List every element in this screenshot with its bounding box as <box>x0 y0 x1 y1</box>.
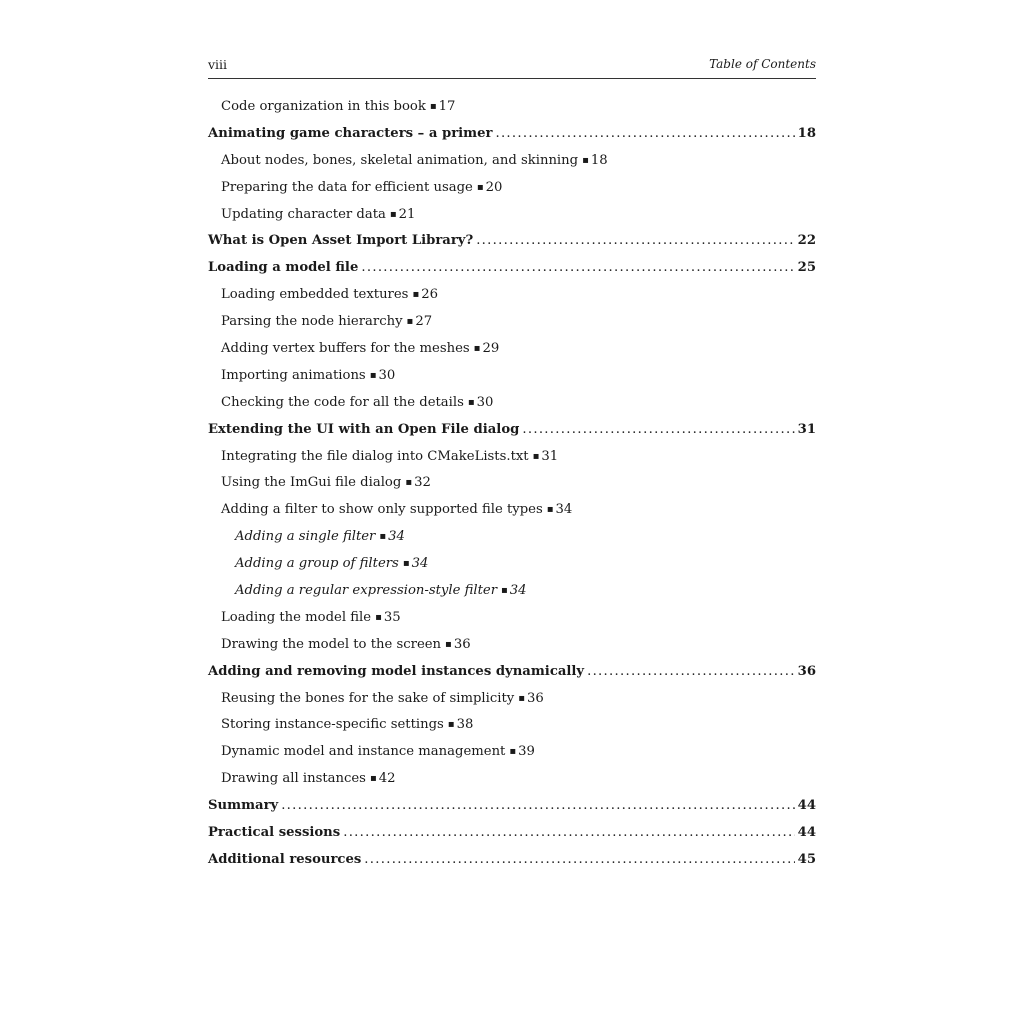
toc-entry-page: 34 <box>509 583 527 599</box>
toc-section-entry[interactable] <box>208 712 816 739</box>
toc-section-entry[interactable] <box>208 390 816 417</box>
toc-entry-title: What is Open Asset Import Library? <box>208 233 474 249</box>
toc-entry-title: Practical sessions <box>208 825 341 841</box>
toc-section-entry[interactable] <box>208 363 816 390</box>
toc-entry-page: 18 <box>797 125 816 141</box>
toc-entry-title: Integrating the file dialog into CMakeLists.txt <box>221 448 529 464</box>
toc-entry-page: 44 <box>797 798 816 814</box>
dot-leader <box>476 228 794 255</box>
toc-chapter-entry[interactable] <box>208 417 816 444</box>
toc-entry-page: 25 <box>797 260 816 276</box>
toc-section-entry[interactable] <box>208 497 816 524</box>
toc-entry-title: Additional resources <box>208 851 362 867</box>
toc-entry-page: 29 <box>482 341 500 357</box>
toc-entry-title: Importing animations <box>221 367 366 383</box>
toc-section-entry[interactable] <box>208 282 816 309</box>
toc-section-entry[interactable] <box>208 444 816 471</box>
bullet-separator: ▪ <box>369 369 377 381</box>
bullet-separator: ▪ <box>406 316 414 328</box>
toc-entry-title: Adding and removing model instances dynamically <box>208 663 585 679</box>
toc-entry-page: 21 <box>398 206 416 222</box>
bullet-separator: ▪ <box>532 450 540 462</box>
toc-section-entry[interactable] <box>208 148 816 175</box>
toc-entry-page: 18 <box>590 152 608 168</box>
bullet-separator: ▪ <box>379 531 387 543</box>
toc-chapter-entry[interactable] <box>208 659 816 686</box>
toc-entry-title: Extending the UI with an Open File dialog <box>208 421 520 437</box>
toc-section-entry[interactable] <box>208 202 816 229</box>
toc-section-entry[interactable] <box>208 605 816 632</box>
toc-chapter-entry[interactable] <box>208 847 816 874</box>
toc-entry-title: Code organization in this book <box>221 99 426 114</box>
toc-chapter-entry[interactable] <box>208 820 816 847</box>
toc-entry-page: 31 <box>541 448 559 464</box>
bullet-separator: ▪ <box>447 719 455 731</box>
toc-entry-title: Checking the code for all the details <box>221 394 464 410</box>
toc-section-entry[interactable] <box>208 470 816 497</box>
bullet-separator: ▪ <box>473 343 481 355</box>
bullet-separator: ▪ <box>582 154 589 166</box>
toc-chapter-entry[interactable] <box>208 793 816 820</box>
toc-entry-title: Adding a filter to show only supported file types <box>221 502 543 518</box>
bullet-separator: ▪ <box>429 101 437 112</box>
toc-entry-title: Storing instance-specific settings <box>221 717 444 733</box>
toc-entry-title: Preparing the data for efficient usage <box>221 179 473 195</box>
toc-entry-page: 22 <box>797 233 816 249</box>
toc-entry-title: Reusing the bones for the sake of simplicity <box>221 690 515 706</box>
toc-entry-page: 31 <box>797 421 816 437</box>
toc-entry-title: Summary <box>208 798 279 814</box>
bullet-separator: ▪ <box>402 558 410 570</box>
toc-entry-page: 26 <box>421 287 438 303</box>
table-of-contents <box>208 94 816 874</box>
toc-entry-page: 17 <box>438 99 456 114</box>
bullet-separator: ▪ <box>476 181 484 193</box>
toc-entry-page: 35 <box>383 609 401 625</box>
page-header <box>208 55 816 79</box>
toc-entry-title: Adding vertex buffers for the meshes <box>221 341 470 357</box>
toc-entry-title: Drawing all instances <box>221 771 366 787</box>
toc-entry-title: Dynamic model and instance management <box>221 744 506 760</box>
toc-section-entry[interactable] <box>208 524 816 551</box>
toc-chapter-entry[interactable] <box>208 255 816 282</box>
toc-entry-page: 38 <box>456 717 474 733</box>
toc-entry-page: 27 <box>415 314 433 330</box>
toc-entry-title: Loading embedded textures <box>221 287 409 303</box>
toc-section-entry[interactable] <box>208 686 816 713</box>
toc-section-entry[interactable] <box>208 336 816 363</box>
bullet-separator: ▪ <box>467 396 475 408</box>
dot-leader <box>343 820 794 847</box>
dot-leader <box>364 847 794 874</box>
toc-entry-title: Loading the model file <box>221 609 372 625</box>
dot-leader <box>281 793 794 820</box>
running-title: Table of Contents <box>709 57 816 71</box>
toc-entry-page: 34 <box>555 502 573 518</box>
toc-chapter-entry[interactable] <box>208 228 816 255</box>
toc-entry-page: 45 <box>797 851 816 867</box>
toc-entry-page: 30 <box>476 394 494 410</box>
toc-entry-page: 30 <box>378 367 396 383</box>
toc-section-entry[interactable] <box>208 632 816 659</box>
toc-entry-title: Updating character data <box>221 206 386 222</box>
toc-entry-page: 20 <box>485 179 503 195</box>
bullet-separator: ▪ <box>501 585 508 597</box>
toc-section-entry[interactable] <box>208 309 816 336</box>
toc-chapter-entry[interactable] <box>208 121 816 148</box>
bullet-separator: ▪ <box>375 611 382 623</box>
toc-entry-title: Using the ImGui file dialog <box>221 475 402 491</box>
page-number: viii <box>208 57 228 72</box>
toc-entry-page: 36 <box>453 636 471 652</box>
toc-section-entry[interactable] <box>208 578 816 605</box>
toc-entry-title: Parsing the node hierarchy <box>221 314 403 330</box>
toc-entry-title: About nodes, bones, skeletal animation, and skinning <box>221 152 579 168</box>
toc-entry-page: 44 <box>797 825 816 841</box>
dot-leader <box>522 417 794 444</box>
toc-entry-page: 32 <box>414 475 431 491</box>
toc-entry-page: 39 <box>518 744 535 760</box>
bullet-separator: ▪ <box>369 773 377 785</box>
bullet-separator: ▪ <box>405 477 413 489</box>
toc-entry-title: Adding a regular expression-style filter <box>235 583 498 599</box>
toc-entry-title: Animating game characters – a primer <box>208 125 493 141</box>
toc-entry-page: 34 <box>411 556 429 572</box>
bullet-separator: ▪ <box>546 504 554 516</box>
toc-section-entry[interactable] <box>208 175 816 202</box>
toc-entry-page: 42 <box>378 771 396 787</box>
toc-section-entry[interactable] <box>208 551 816 578</box>
dot-leader <box>495 121 794 148</box>
bullet-separator: ▪ <box>518 692 526 704</box>
toc-entry-title: Adding a single filter <box>235 529 376 545</box>
bullet-separator: ▪ <box>445 638 452 650</box>
toc-section-entry[interactable] <box>208 739 816 766</box>
bullet-separator: ▪ <box>389 208 397 220</box>
toc-entry-title: Drawing the model to the screen <box>221 636 442 652</box>
dot-leader <box>587 659 795 686</box>
toc-section-entry[interactable] <box>208 766 816 793</box>
toc-entry-page: 36 <box>527 690 544 706</box>
bullet-separator: ▪ <box>412 289 420 301</box>
dot-leader <box>361 255 794 282</box>
toc-section-entry[interactable] <box>208 94 816 121</box>
toc-entry-page: 36 <box>797 663 816 679</box>
toc-entry-page: 34 <box>388 529 405 545</box>
bullet-separator: ▪ <box>509 746 517 758</box>
toc-entry-title: Loading a model file <box>208 260 359 276</box>
toc-entry-title: Adding a group of filters <box>235 556 399 572</box>
